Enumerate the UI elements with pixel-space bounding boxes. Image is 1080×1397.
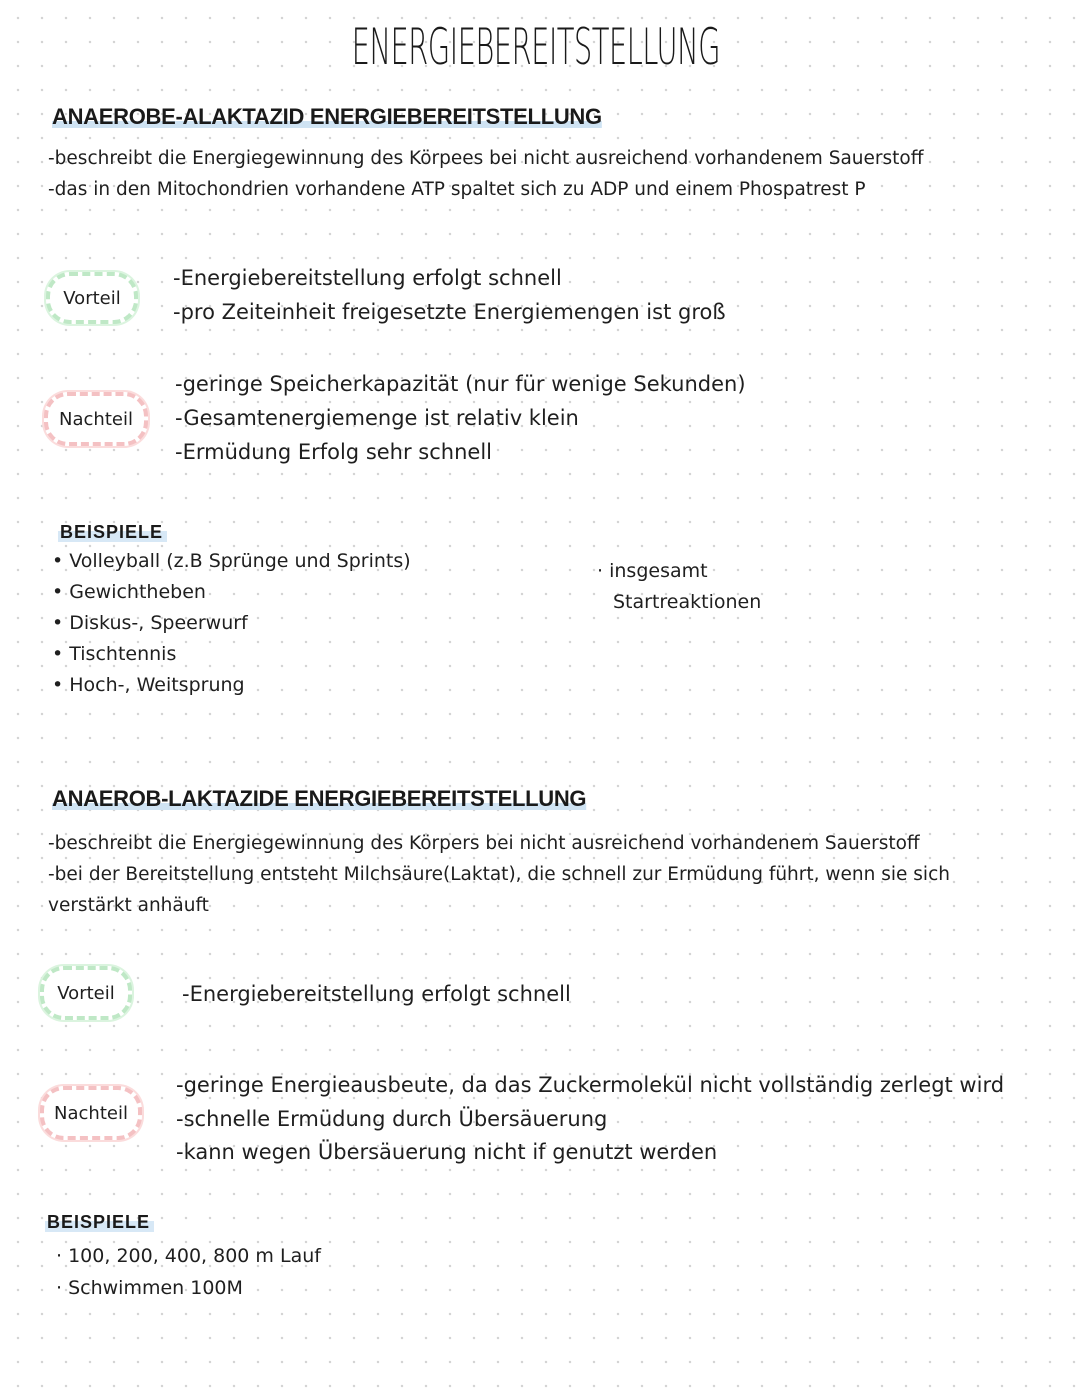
section2-line-2: -bei der Bereitstellung entsteht Milchsäure(Laktat), die schnell zur Ermüdung führt, wenn sie sich	[48, 864, 950, 885]
section2-line-1: -beschreibt die Energiegewinnung des Körpers bei nicht ausreichend vorhandenem Sauerstoff	[48, 833, 920, 854]
nachteil-line-3: -kann wegen Übersäuerung nicht if genutzt werden	[176, 1140, 718, 1164]
list-item-text: Diskus-, Speerwurf	[69, 612, 248, 634]
list-item-right: · insgesamt	[597, 560, 708, 582]
vorteil-badge-2	[40, 966, 132, 1020]
list-item-text: Tischtennis	[69, 643, 177, 665]
beispiele-label: BEISPIELE	[45, 1212, 154, 1232]
list-item: • Volleyball (z.B Sprünge und Sprints)	[52, 550, 411, 572]
list-item-text: insgesamt	[609, 560, 708, 582]
beispiele-label: BEISPIELE	[58, 522, 167, 542]
section2-line-3: verstärkt anhäuft	[48, 895, 209, 916]
list-item-text: 100, 200, 400, 800 m Lauf	[68, 1245, 321, 1267]
nachteil-line-1: -geringe Speicherkapazität (nur für wenige Sekunden)	[175, 372, 746, 396]
vorteil-label: Vorteil	[63, 287, 121, 309]
list-item: • Hoch-, Weitsprung	[52, 674, 245, 696]
list-item: · Schwimmen 100M	[56, 1277, 243, 1299]
list-item: • Diskus-, Speerwurf	[52, 612, 248, 634]
vorteil-line-1: -Energiebereitstellung erfolgt schnell	[173, 266, 562, 290]
list-item-text: Hoch-, Weitsprung	[69, 674, 245, 696]
nachteil-line-1: -geringe Energieausbeute, da das Zuckermolekül nicht vollständig zerlegt wird	[176, 1073, 1005, 1097]
vorteil-badge	[46, 272, 138, 324]
vorteil-line-1: -Energiebereitstellung erfolgt schnell	[182, 982, 571, 1006]
beispiele-heading-2	[45, 1212, 154, 1233]
section1-line-2: -das in den Mitochondrien vorhandene ATP spaltet sich zu ADP und einem Phospatrest P	[48, 179, 866, 200]
nachteil-line-2: -schnelle Ermüdung durch Übersäuerung	[176, 1107, 608, 1131]
section1-heading: ANAEROBE-ALAKTAZID ENERGIEBEREITSTELLUNG	[52, 104, 602, 129]
nachteil-line-2: -Gesamtenergiemenge ist relativ klein	[175, 406, 579, 430]
list-item-text: Volleyball (z.B Sprünge und Sprints)	[69, 550, 411, 572]
nachteil-badge-2	[40, 1086, 142, 1140]
nachteil-line-3: -Ermüdung Erfolg sehr schnell	[175, 440, 492, 464]
vorteil-label: Vorteil	[57, 982, 115, 1004]
nachteil-badge	[44, 392, 148, 446]
list-item: • Tischtennis	[52, 643, 177, 665]
list-item-text: Gewichtheben	[69, 581, 206, 603]
section1-line-1: -beschreibt die Energiegewinnung des Körpees bei nicht ausreichend vorhandenem Sauerstoff	[48, 148, 924, 169]
list-item-right-cont: Startreaktionen	[613, 591, 762, 613]
beispiele-heading	[58, 522, 167, 543]
section2-heading: ANAEROB-LAKTAZIDE ENERGIEBEREITSTELLUNG	[52, 786, 587, 811]
nachteil-label: Nachteil	[59, 408, 133, 430]
vorteil-line-2: -pro Zeiteinheit freigesetzte Energiemengen ist groß	[173, 300, 726, 324]
list-item: · 100, 200, 400, 800 m Lauf	[56, 1245, 321, 1267]
page-title: ENERGIEBEREITSTELLUNG	[351, 18, 721, 76]
list-item-text: Schwimmen 100M	[68, 1277, 243, 1299]
nachteil-label: Nachteil	[54, 1102, 128, 1124]
list-item: • Gewichtheben	[52, 581, 206, 603]
